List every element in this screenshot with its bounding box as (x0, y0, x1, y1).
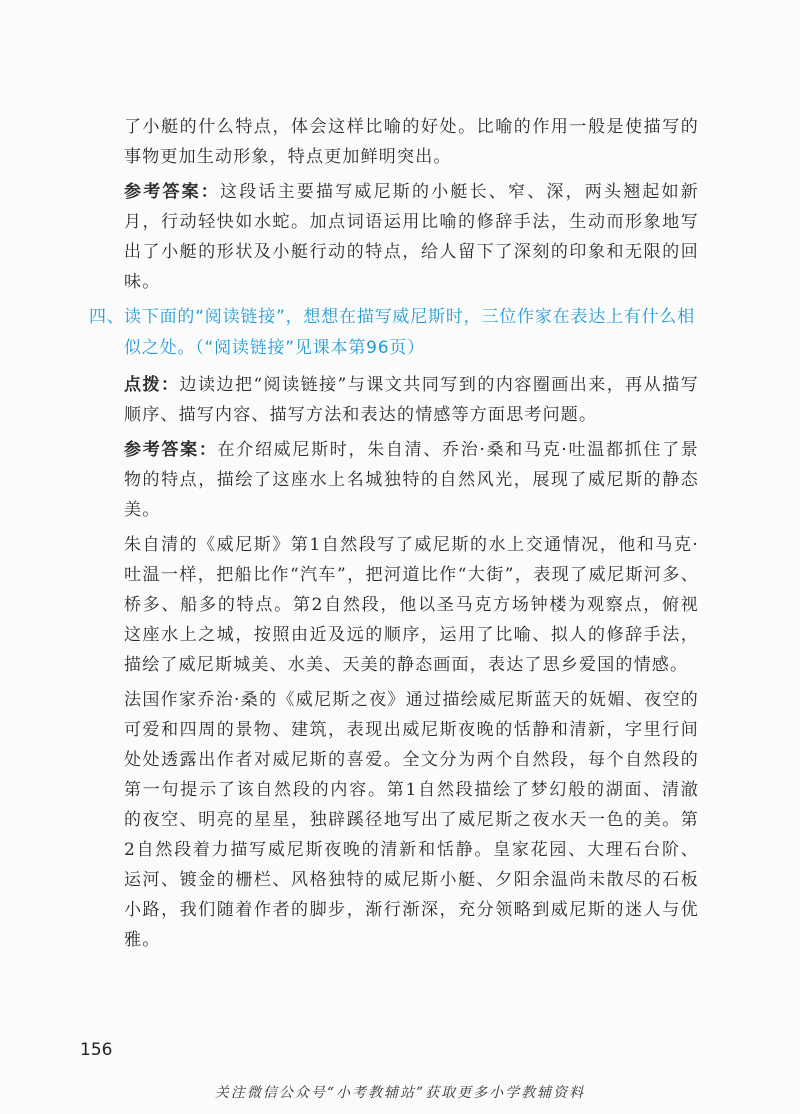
answer (124, 435, 699, 525)
page-number: 156 (80, 1040, 113, 1060)
answer-label: 参考答案： (124, 182, 220, 202)
answer-text: 在介绍威尼斯时，朱自清、乔治·桑和马克·吐温都抓住了景物的特点，描绘了这座水上名城独特的自然风光，展现了威尼斯的静态美。 (124, 440, 699, 520)
tip-label: 点拨： (124, 375, 180, 395)
tip-text: 边读边把“阅读链接”与课文共同写到的内容圈画出来，再从描写顺序、描写内容、描写方法和表达的情感等方面思考问题。 (124, 375, 699, 425)
answer-paragraph-zhu-ziqing: 朱自清的《威尼斯》第1自然段写了威尼斯的水上交通情况，他和马克·吐温一样，把船比作“汽车”，把河道比作“大街”，表现了威尼斯河多、桥多、船多的特点。第2自然段，他以圣马克方场钟楼为观察点，俯视这座水上之城，按照由近及远的顺序，运用了比喻、拟人的修辞手法，描绘了威尼斯城美、水美、天美的静态画面，表达了思乡爱国的情感。 (124, 535, 699, 675)
answer-paragraph-george-sand: 法国作家乔治·桑的《威尼斯之夜》通过描绘威尼斯蓝天的妩媚、夜空的可爱和四周的景物、建筑，表现出威尼斯夜晚的恬静和清新，字里行间处处透露出作者对威尼斯的喜爱。全文分为两个自然段，每个自然段的第一句提示了该自然段的内容。第1自然段描绘了梦幻般的湖面、清澈的夜空、明亮的星星，独辟蹊径地写出了威尼斯之夜水天一色的美。第2自然段着力描写威尼斯夜晚的清新和恬静。皇家花园、大理石台阶、运河、镀金的栅栏、风格独特的威尼斯小艇、夕阳余温尚未散尽的石板小路，我们随着作者的脚步，渐行渐深，充分领略到威尼斯的迷人与优雅。 (124, 690, 699, 950)
question-four (89, 302, 699, 364)
question-text: 读下面的“阅读链接”，想想在描写威尼斯时，三位作家在表达上有什么相似之处。（“阅读链接”见课本第96页） (124, 307, 696, 358)
tip (124, 370, 699, 430)
prev-question-continuation: 了小艇的什么特点，体会这样比喻的好处。比喻的作用一般是使描写的事物更加生动形象，特点更加鲜明突出。 (124, 117, 699, 167)
footer-watermark: 关注微信公众号“小考教辅站”获取更多小学教辅资料 (214, 1085, 586, 1101)
question-number: 四、 (89, 307, 125, 327)
answer-label: 参考答案： (124, 440, 218, 460)
answer-text: 这段话主要描写威尼斯的小艇长、窄、深，两头翘起如新月，行动轻快如水蛇。加点词语运用比喻的修辞手法，生动而形象地写出了小艇的形状及小艇行动的特点，给人留下了深刻的印象和无限的回味。 (124, 182, 699, 292)
page-content (89, 112, 699, 960)
prev-answer (124, 177, 699, 297)
